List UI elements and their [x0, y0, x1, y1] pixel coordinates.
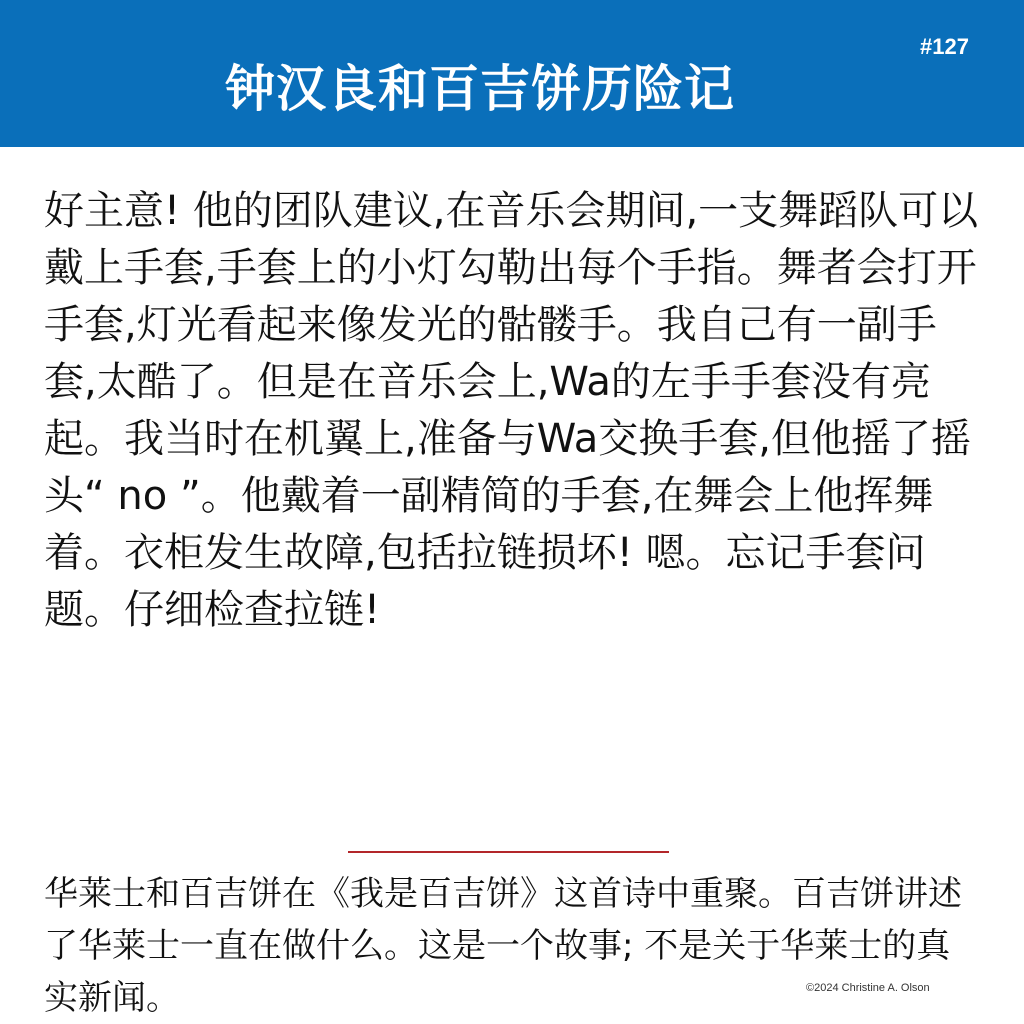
page-title: 钟汉良和百吉饼历险记 [225, 60, 735, 118]
story-text: 好主意! 他的团队建议,在音乐会期间,一支舞蹈队可以戴上手套,手套上的小灯勾勒出每个手指。舞者会打开手套,灯光看起来像发光的骷髅手。我自己有一副手套,太酷了。但是在音乐会上,Wa的左手手套没有亮起。我当时在机翼上,准备与Wa交换手套,但他摇了摇头“ no ”。他戴着一副精简的手套,在舞会上他挥舞着。衣柜发生故障,包括拉链损坏! 嗯。忘记手套问题。仔细检查拉链! [44, 188, 979, 633]
footer-note: 华莱士和百吉饼在《我是百吉饼》这首诗中重聚。百吉饼讲述了华莱士一直在做什么。这是一个故事; 不是关于华莱士的真实新闻。 [44, 874, 962, 1018]
copyright: ©2024 Christine A. Olson [806, 982, 930, 994]
header-banner [0, 0, 1024, 147]
divider [348, 851, 669, 853]
episode-number: #127 [920, 34, 969, 59]
